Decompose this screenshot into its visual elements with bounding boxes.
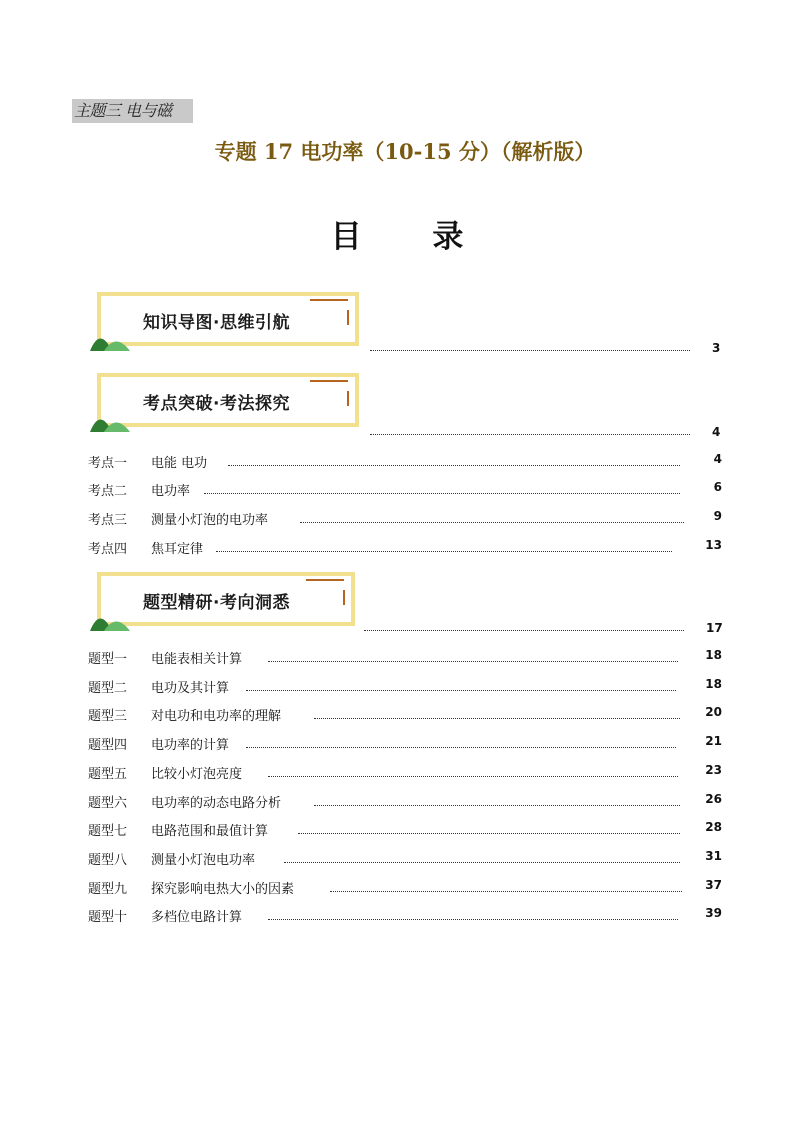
toc-page-number: 13 [705,538,722,552]
section-banner [97,373,359,427]
toc-page-number: 39 [705,906,722,920]
toc-entry[interactable] [88,648,728,668]
toc-page-number: 18 [705,648,722,662]
toc-leader [364,630,684,631]
toc-leader [246,690,676,691]
toc-entry-kind: 题型八 [88,853,128,868]
toc-entry-title: 测量小灯泡电功率 [151,853,256,868]
toc-leader [246,747,676,748]
toc-leader [268,919,678,920]
toc-page-number: 6 [713,480,722,494]
toc-entry[interactable] [88,452,728,472]
toc-page-number: 9 [713,509,722,523]
toc-entry-kind: 题型一 [88,652,128,667]
toc-entry[interactable] [88,820,728,840]
toc-entry[interactable] [88,763,728,783]
topic-tag: 主题三 电与磁 [72,99,193,123]
toc-entry-title: 电功率的动态电路分析 [151,796,282,811]
toc-entry[interactable] [88,509,728,529]
toc-entry[interactable] [88,792,728,812]
toc-entry-title: 多档位电路计算 [151,910,243,925]
toc-leader [300,522,684,523]
section-banner-label: 知识导图·思维引航 [143,313,290,333]
toc-leader [284,862,680,863]
toc-entry[interactable] [88,538,728,558]
corner-bracket-icon [308,378,352,408]
toc-entry-title: 探究影响电热大小的因素 [151,882,295,897]
toc-page-number: 18 [705,677,722,691]
toc-entry[interactable] [88,677,728,697]
toc-page-number: 4 [713,452,722,466]
toc-page-number: 4 [712,425,721,439]
toc-entry[interactable] [88,705,728,725]
toc-entry-kind: 题型三 [88,709,128,724]
toc-page-number: 28 [705,820,722,834]
section-banner [97,292,359,346]
toc-entry-title: 电能 电功 [151,456,208,471]
section-banner-label: 题型精研·考向洞悉 [143,593,290,613]
toc-page-number: 3 [712,341,721,355]
toc-entry-kind: 题型六 [88,796,128,811]
toc-entry-title: 对电功和电功率的理解 [151,709,282,724]
toc-page-number: 37 [705,878,722,892]
toc-entry-kind: 考点一 [88,456,128,471]
toc-entry-kind: 考点二 [88,484,128,499]
toc-entry-title: 电功率的计算 [151,738,230,753]
toc-page-number: 26 [705,792,722,806]
toc-leader [314,718,680,719]
toc-entry-title: 电能表相关计算 [151,652,243,667]
toc-leader [370,350,690,351]
toc-entry-title: 电路范围和最值计算 [151,824,269,839]
corner-bracket-icon [308,297,352,327]
toc-page-number: 17 [706,621,723,635]
toc-entry[interactable] [88,878,728,898]
toc-entry-kind: 题型七 [88,824,128,839]
section-banner [97,572,355,626]
toc-leader [314,805,680,806]
toc-entry[interactable] [88,734,728,754]
toc-heading: 目 录 [330,219,494,255]
toc-leader [204,493,680,494]
toc-entry-kind: 题型五 [88,767,128,782]
toc-leader [298,833,680,834]
green-hills-icon [88,403,132,433]
toc-leader [216,551,672,552]
toc-entry-kind: 题型四 [88,738,128,753]
toc-page-number: 23 [705,763,722,777]
toc-leader [330,891,682,892]
toc-leader [370,434,690,435]
section-banner-label: 考点突破·考法探究 [143,394,290,414]
toc-page-number: 20 [705,705,722,719]
green-hills-icon [88,322,132,352]
toc-entry[interactable] [88,480,728,500]
toc-entry[interactable] [88,906,728,926]
toc-entry-kind: 题型九 [88,882,128,897]
toc-page-number: 21 [705,734,722,748]
toc-entry[interactable] [88,849,728,869]
green-hills-icon [88,602,132,632]
toc-entry-title: 比较小灯泡亮度 [151,767,243,782]
toc-entry-title: 电功及其计算 [151,681,230,696]
toc-entry-kind: 题型十 [88,910,128,925]
document-title: 专题 17 电功率（10-15 分）（解析版） [214,139,596,164]
toc-entry-kind: 考点三 [88,513,128,528]
toc-entry-kind: 考点四 [88,542,128,557]
toc-page-number: 31 [705,849,722,863]
toc-leader [268,776,678,777]
toc-entry-kind: 题型二 [88,681,128,696]
toc-leader [228,465,680,466]
toc-entry-title: 测量小灯泡的电功率 [151,513,269,528]
toc-leader [268,661,678,662]
toc-entry-title: 焦耳定律 [151,542,204,557]
toc-entry-title: 电功率 [151,484,191,499]
corner-bracket-icon [304,577,348,607]
